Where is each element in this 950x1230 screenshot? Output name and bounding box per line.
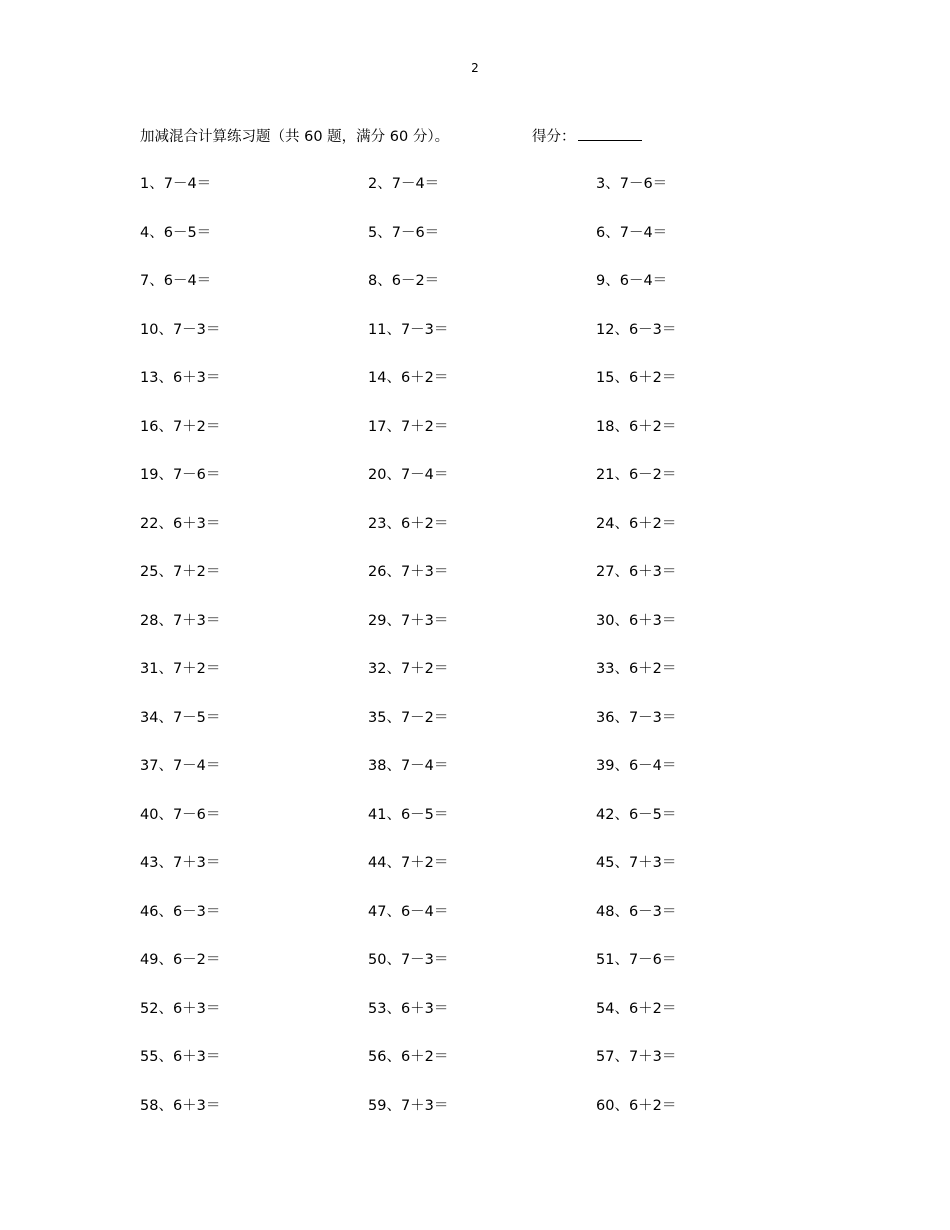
problem-item: 55、6＋3＝ [140, 1049, 221, 1065]
problem-item: 38、7－4＝ [368, 758, 449, 774]
problem-item: 4、6－5＝ [140, 224, 212, 241]
problem-item: 8、6－2＝ [368, 273, 440, 289]
problem-item: 27、6＋3＝ [596, 564, 677, 580]
score-label: 得分： [532, 129, 576, 145]
problem-item: 47、6－4＝ [368, 903, 449, 920]
problem-grid [140, 172, 840, 1142]
problem-item: 45、7＋3＝ [596, 855, 677, 871]
problem-item: 15、6＋2＝ [596, 370, 677, 386]
problem-item: 43、7＋3＝ [140, 855, 221, 871]
problem-item: 7、6－4＝ [140, 273, 212, 289]
problem-item: 23、6＋2＝ [368, 515, 449, 532]
problem-item: 32、7＋2＝ [368, 661, 449, 677]
problem-item: 19、7－6＝ [140, 467, 221, 483]
problem-item: 18、6＋2＝ [596, 418, 677, 435]
worksheet-title: 加减混合计算练习题（共 60 题，满分 60 分）。 [140, 129, 450, 145]
problem-item: 16、7＋2＝ [140, 418, 221, 435]
problem-item: 35、7－2＝ [368, 709, 449, 726]
problem-item: 40、7－6＝ [140, 806, 221, 823]
problem-item: 12、6－3＝ [596, 321, 677, 338]
score-area [532, 126, 642, 148]
problem-item: 33、6＋2＝ [596, 661, 677, 677]
problem-item: 6、7－4＝ [596, 224, 668, 241]
problem-item: 39、6－4＝ [596, 758, 677, 774]
problem-item: 56、6＋2＝ [368, 1049, 449, 1065]
problem-item: 29、7＋3＝ [368, 612, 449, 629]
problem-item: 1、7－4＝ [140, 176, 212, 192]
problem-item: 44、7＋2＝ [368, 855, 449, 871]
problem-item: 10、7－3＝ [140, 321, 221, 338]
problem-item: 58、6＋3＝ [140, 1097, 221, 1114]
problem-item: 2、7－4＝ [368, 176, 440, 192]
page-number: 2 [471, 61, 479, 75]
problem-item: 25、7＋2＝ [140, 564, 221, 580]
problem-item: 36、7－3＝ [596, 709, 677, 726]
problem-item: 42、6－5＝ [596, 806, 677, 823]
problem-item: 30、6＋3＝ [596, 612, 677, 629]
worksheet-header [140, 126, 840, 148]
problem-item: 3、7－6＝ [596, 176, 668, 192]
problem-item: 54、6＋2＝ [596, 1000, 677, 1017]
problem-item: 41、6－5＝ [368, 806, 449, 823]
problem-item: 34、7－5＝ [140, 709, 221, 726]
problem-item: 26、7＋3＝ [368, 564, 449, 580]
problem-item: 14、6＋2＝ [368, 370, 449, 386]
problem-item: 51、7－6＝ [596, 952, 677, 968]
problem-item: 57、7＋3＝ [596, 1049, 677, 1065]
problem-item: 37、7－4＝ [140, 758, 221, 774]
problem-item: 20、7－4＝ [368, 467, 449, 483]
problem-item: 59、7＋3＝ [368, 1097, 449, 1114]
problem-item: 21、6－2＝ [596, 467, 677, 483]
problem-item: 50、7－3＝ [368, 952, 449, 968]
problem-item: 5、7－6＝ [368, 224, 440, 241]
problem-item: 52、6＋3＝ [140, 1000, 221, 1017]
problem-item: 60、6＋2＝ [596, 1097, 677, 1114]
problem-item: 22、6＋3＝ [140, 515, 221, 532]
problem-item: 24、6＋2＝ [596, 515, 677, 532]
problem-item: 31、7＋2＝ [140, 661, 221, 677]
problem-item: 46、6－3＝ [140, 903, 221, 920]
problem-item: 49、6－2＝ [140, 952, 221, 968]
score-blank-line[interactable] [578, 126, 642, 141]
problem-item: 48、6－3＝ [596, 903, 677, 920]
problem-item: 53、6＋3＝ [368, 1000, 449, 1017]
problem-item: 28、7＋3＝ [140, 612, 221, 629]
problem-item: 17、7＋2＝ [368, 418, 449, 435]
problem-item: 11、7－3＝ [368, 321, 449, 338]
problem-item: 9、6－4＝ [596, 273, 668, 289]
problem-item: 13、6＋3＝ [140, 370, 221, 386]
